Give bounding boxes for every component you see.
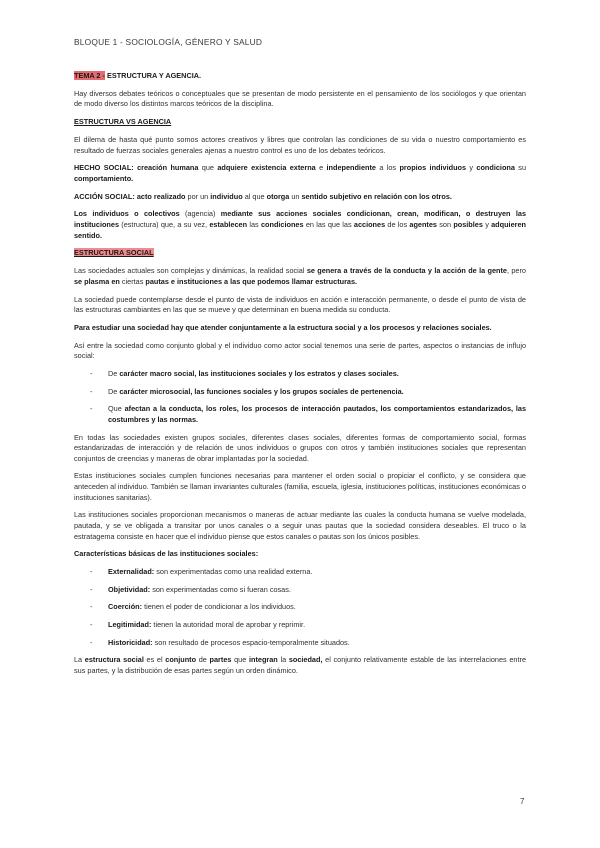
list-item: - Coerción: tienen el poder de condicionar a los individuos. xyxy=(90,602,296,612)
list-item: - Legitimidad: tienen la autoridad moral de aprobar y reprimir. xyxy=(90,619,306,629)
caracteristicas-list xyxy=(74,567,526,648)
dilema-paragraph: El dilema de hasta qué punto somos actores creativos y libres que controlan las condiciones de su vida o nuestro comportamiento es resultado de fuerzas sociales generales ajenas a nuestro control es uno de los debates teóricos. xyxy=(74,134,526,155)
list-item: - Externalidad: son experimentadas como una realidad externa. xyxy=(90,567,313,577)
list-item: - Que afectan a la conducta, los roles, los procesos de interacción pautados, los comportamientos estandarizados, las costumbres y las normas. xyxy=(90,404,527,424)
caracteristicas-heading: Características básicas de las instituciones sociales: xyxy=(74,549,259,559)
estudiar-paragraph: Para estudiar una sociedad hay que atender conjuntamente a la estructura social y a los procesos y relaciones sociales. xyxy=(74,322,492,332)
intro-paragraph: Hay diversos debates teóricos o conceptuales que se presentan de modo persistente en el pensamiento de los sociólogos y que orientan de modo diverso los distintos marcos teóricos de la disciplina. xyxy=(74,88,526,109)
page-number: 7 xyxy=(520,797,525,806)
influjo-social-list xyxy=(74,369,526,425)
definicion-estructura-paragraph: La estructura social es el conjunto de partes que integran la sociedad, el conjunto relativamente estable de las interrelaciones entre sus partes, y la distribución de esas partes según un orden dinámico. xyxy=(74,655,527,675)
mecanismos-paragraph: Las instituciones sociales proporcionan mecanismos o maneras de actuar mediante las cuales la conducta humana se vuelve modelada, pautada, y se ve obligada a transitar por unos canales o a seguir unas pautas que la sociedad considera deseables. El truco o la estratagema consiste en hacer que el individuo piense que estos canales o pautas son los únicos posibles. xyxy=(74,510,526,541)
list-item: - Historicidad: son resultado de procesos espacio-temporalmente situados. xyxy=(90,637,350,647)
grupos-sociales-paragraph: En todas las sociedades existen grupos sociales, diferentes clases sociales, diferentes formas de comportamiento social, formas estandarizadas de interacción y de relación de unos individuos o grupos con otros y también instituciones sociales que representan conjuntos de creencias y maneras de obrar implantadas por la sociedad. xyxy=(74,432,526,463)
contemplarse-paragraph: La sociedad puede contemplarse desde el punto de vista de individuos en acción e interacción permanente, o desde el punto de vista de las estructuras cambiantes en las que se mueve y que determinan en buena medida su conducta. xyxy=(74,294,526,315)
accion-social-paragraph: ACCIÓN SOCIAL: acto realizado por un individuo al que otorga un sentido subjetivo en relación con los otros. xyxy=(74,191,452,201)
instancias-paragraph: Así entre la sociedad como conjunto global y el individuo como actor social tenemos una serie de partes, aspectos o instancias de influjo social: xyxy=(74,340,526,361)
funciones-paragraph: Estas instituciones sociales cumplen funciones necesarias para mantener el orden social o propiciar el conflicto, y se considera que anteceden al individuo. También se llaman invariantes culturales (familia, escuela, iglesia, instituciones políticas, instituciones económicas o instituciones sanitarias). xyxy=(74,471,526,502)
subheading-estructura-vs-agencia: ESTRUCTURA VS AGENCIA xyxy=(74,117,172,127)
section-title-highlight: TEMA 2 - xyxy=(74,71,105,80)
individuos-paragraph: Los individuos o colectivos (agencia) mediante sus acciones sociales condicionan, crean, modifican, o destruyen las instituciones (estructura) que, a su vez, establecen las condiciones en las que las acciones de los agentes son posibles y adquieren sentido. xyxy=(74,209,527,240)
hecho-social-paragraph: HECHO SOCIAL: creación humana que adquiere existencia externa e independiente a los propios individuos y condiciona su comportamiento. xyxy=(74,163,527,183)
section-title xyxy=(74,71,526,82)
subheading-estructura-social: ESTRUCTURA SOCIAL xyxy=(74,248,154,258)
list-item: - De carácter macro social, las instituciones sociales y los estratos y clases sociales. xyxy=(90,369,399,379)
running-header: BLOQUE 1 - SOCIOLOGÍA, GÉNERO Y SALUD xyxy=(74,37,263,47)
section-title-text: ESTRUCTURA Y AGENCIA. xyxy=(104,71,202,80)
sociedades-paragraph: Las sociedades actuales son complejas y dinámicas, la realidad social se genera a través de la conducta y la acción de la gente, pero se plasma en ciertas pautas e instituciones a las que podemos llamar estructuras. xyxy=(74,266,526,286)
list-item: - De carácter microsocial, las funciones sociales y los grupos sociales de pertenencia. xyxy=(90,386,404,396)
list-item: - Objetividad: son experimentadas como si fueran cosas. xyxy=(90,584,291,594)
page-content xyxy=(74,71,526,684)
